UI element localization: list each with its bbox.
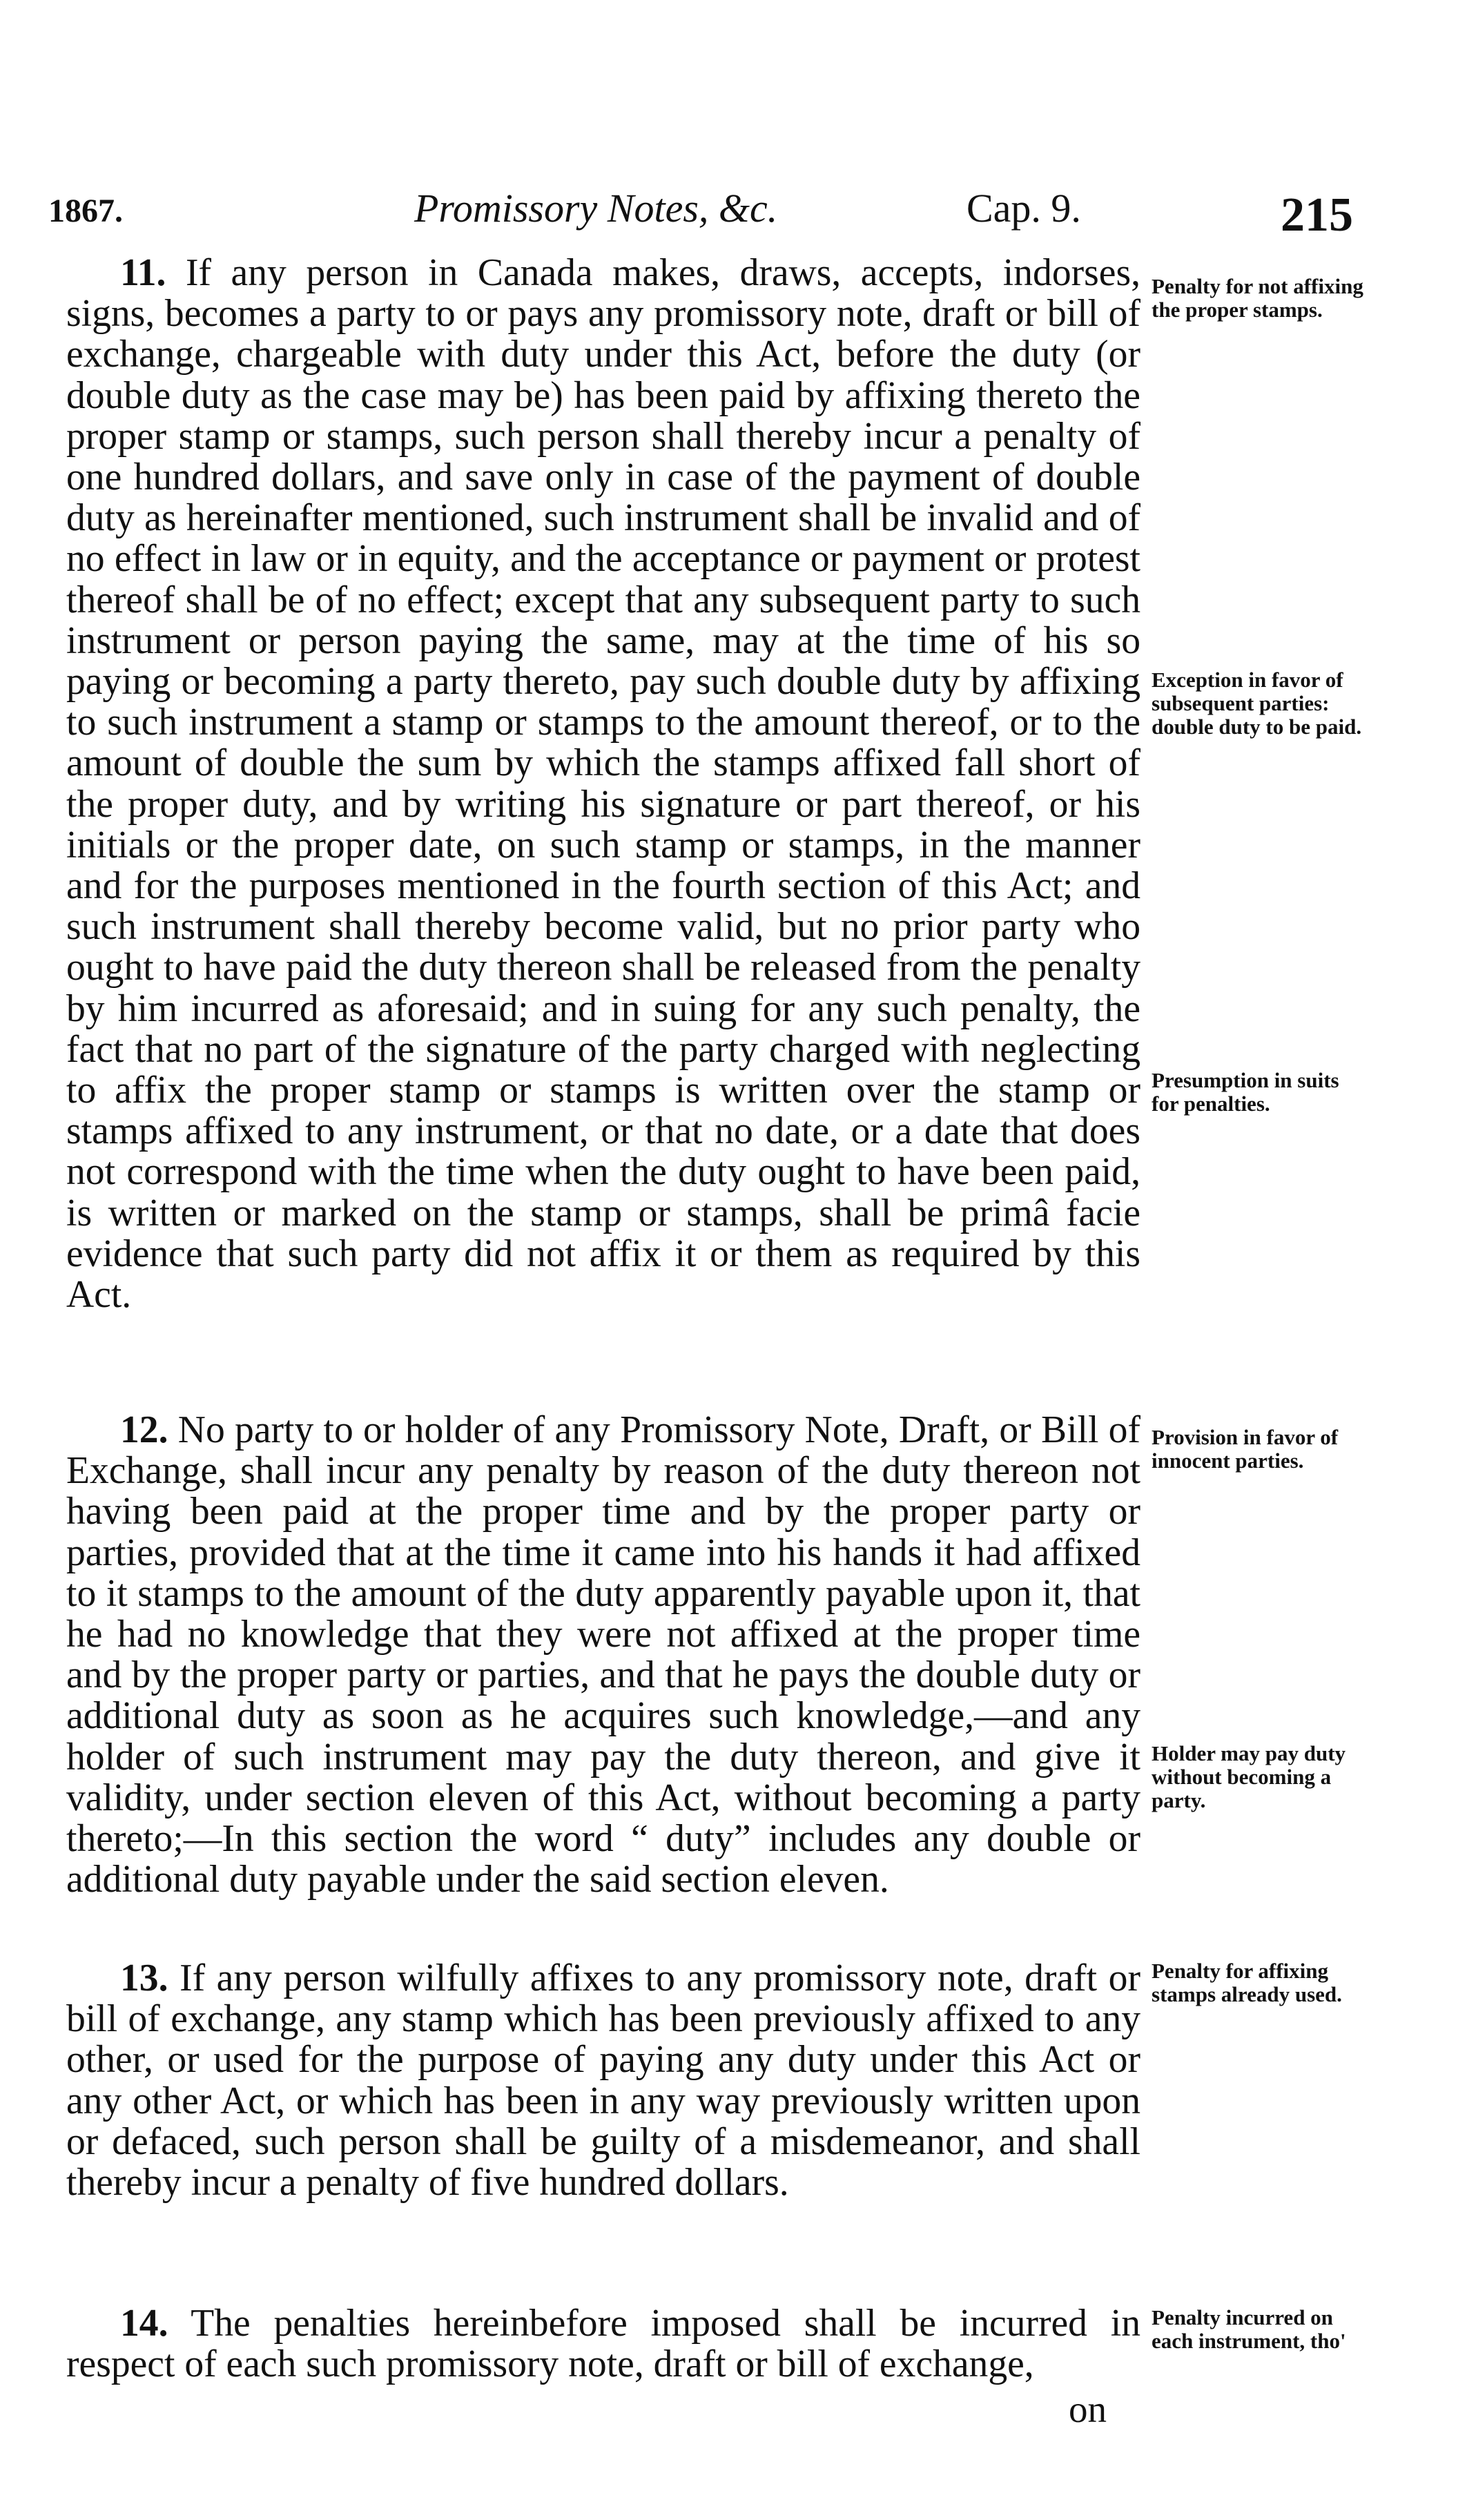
marginal-note: Penalty for affixing stamps already used. bbox=[1152, 1959, 1342, 2006]
section-text: If any person in Canada makes, draws, accepts, indorses, signs, becomes a party to or pays any promissory note, draft or bill of exchange, chargeable with duty under this Act, before the duty (or double duty as the case may be) has been paid by affixing thereto the proper stamp or stamps, such person shall thereby incur a penalty of one hundred dollars, and save only in case of the payment of double duty as hereinafter mentioned, such instrument shall be invalid and of no effect in law or in equity, and the acceptance or payment or protest thereof shall be of no effect; except that any subsequent party to such instrument or person paying the same, may at the time of his so paying or becoming a party thereto, pay such double duty by affixing to such instrument a stamp or stamps to the amount thereof, or to the amount of double the sum by which the stamps affixed fall short of the proper duty, and by writing his signature or part thereof, or his initials or the proper date, on such stamp or stamps, in the manner and for the purposes mentioned in the fourth section of this Act; and such instrument shall thereby become valid, but no prior party who ought to have paid the duty thereon shall be released from the penalty by him incurred as aforesaid; and in suing for any such penalty, the fact that no part of the signature of the party charged with neglecting to affix the proper stamp or stamps is written over the stamp or stamps affixed to any instrument, or that no date, or a date that does not correspond with the time when the duty ought to have been paid, is written or marked on the stamp or stamps, shall be primâ facie evidence that such party did not affix it or them as required by this Act. bbox=[66, 251, 1140, 1317]
section-text: If any person wilfully affixes to any promissory note, draft or bill of exchange, any stamp which has been previously affixed to any other, or used for the purpose of paying any duty under this Act or any other Act, or which has been in any way previously written upon or defaced, such person shall be guilty of a misdemeanor, and shall thereby incur a penalty of five hundred dollars. bbox=[66, 1957, 1140, 2204]
section-14 bbox=[66, 2303, 1140, 2385]
section-13 bbox=[66, 1958, 1140, 2203]
page-number: 215 bbox=[1281, 188, 1353, 242]
header-title: Promissory Notes, &c. bbox=[414, 186, 778, 231]
page-header bbox=[0, 185, 1476, 247]
marginal-note: Penalty incurred on each instrument, tho' bbox=[1152, 2305, 1346, 2353]
marginal-note: Penalty for not affixing the proper stamps. bbox=[1152, 274, 1363, 322]
marginal-note: Holder may pay duty without becoming a party. bbox=[1152, 1741, 1346, 1812]
section-text: No party to or holder of any Promissory Note, Draft, or Bill of Exchange, shall incur any penalty by reason of the duty thereon not having been paid at the proper time and by the proper party or parties, provided that at the time it came into his hands it had affixed to it stamps to the amount of the duty apparently payable upon it, that he had no knowledge that they were not affixed at the proper time and by the proper party or parties, and that he pays the double duty or additional duty as soon as he acquires such knowledge,—and any holder of such instrument may pay the duty thereon, and give it validity, under section eleven of this Act, without becoming a party thereto;—In this section the word “ duty” includes any double or additional duty payable under the said section eleven. bbox=[66, 1408, 1140, 1901]
section-number: 12. bbox=[120, 1408, 168, 1451]
section-number: 13. bbox=[120, 1957, 168, 1999]
section-number: 11. bbox=[120, 251, 166, 294]
section-text: The penalties hereinbefore imposed shall be incurred in respect of each such promissory note, draft or bill of exchange, bbox=[66, 2302, 1140, 2386]
section-11 bbox=[66, 253, 1140, 1315]
section-12 bbox=[66, 1410, 1140, 1900]
marginal-note: Presumption in suits for penalties. bbox=[1152, 1068, 1339, 1116]
header-year: 1867. bbox=[48, 193, 123, 229]
marginal-note: Provision in favor of innocent parties. bbox=[1152, 1425, 1339, 1473]
marginal-note: Exception in favor of subsequent parties: double duty to be paid. bbox=[1152, 668, 1362, 739]
header-chapter: Cap. 9. bbox=[967, 186, 1081, 231]
catchword: on bbox=[1069, 2388, 1107, 2430]
section-number: 14. bbox=[120, 2302, 168, 2345]
